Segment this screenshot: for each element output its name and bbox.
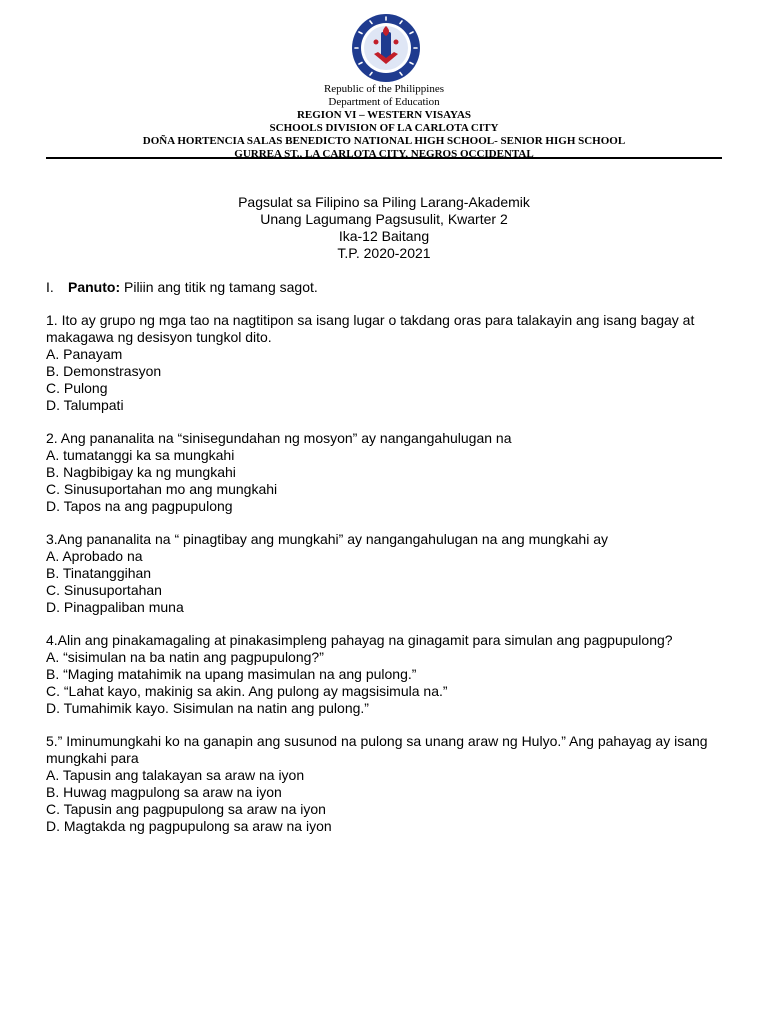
question-stem: 4.Alin ang pinakamagaling at pinakasimpleng pahayag na ginagamit para simulan ang pagpupulong? bbox=[46, 632, 673, 648]
letterhead-divider bbox=[46, 157, 722, 159]
letterhead-region: REGION VI – WESTERN VISAYAS bbox=[296, 109, 472, 121]
letterhead-address: GURREA ST., LA CARLOTA CITY, NEGROS OCCIDENTAL bbox=[234, 148, 534, 160]
question-stem: 3.Ang pananalita na “ pinagtibay ang mungkahi” ay nangangahulugan na ang mungkahi ay bbox=[46, 531, 608, 547]
choice-d: D. Pinagpaliban muna bbox=[46, 599, 184, 615]
question-1 bbox=[46, 312, 736, 414]
choice-d: D. Magtakda ng pagpupulong sa araw na iyon bbox=[46, 818, 332, 834]
letterhead bbox=[0, 83, 768, 161]
choice-c: C. Sinusuportahan bbox=[46, 582, 162, 598]
exam-subject: Pagsulat sa Filipino sa Piling Larang-Akademik bbox=[238, 194, 530, 210]
choice-b: B. Huwag magpulong sa araw na iyon bbox=[46, 784, 282, 800]
instructions bbox=[46, 279, 736, 296]
exam-body bbox=[46, 279, 736, 851]
choice-b: B. Tinatanggihan bbox=[46, 565, 152, 581]
instructions-label: Panuto: bbox=[68, 279, 121, 295]
exam-grade: Ika-12 Baitang bbox=[338, 228, 430, 244]
choice-b: B. Nagbibigay ka ng mungkahi bbox=[46, 464, 236, 480]
choice-c: C. “Lahat kayo, makinig sa akin. Ang pulong ay magsisimula na.” bbox=[46, 683, 448, 699]
choice-d: D. Talumpati bbox=[46, 397, 124, 413]
question-stem: 5.” Iminumungkahi ko na ganapin ang susunod na pulong sa unang araw ng Hulyo.” Ang pahayag ay isang mungkahi para bbox=[46, 733, 708, 766]
deped-seal-icon bbox=[350, 12, 422, 84]
choice-c: C. Pulong bbox=[46, 380, 108, 396]
choice-a: A. Panayam bbox=[46, 346, 123, 362]
question-5 bbox=[46, 733, 736, 835]
exam-name: Unang Lagumang Pagsusulit, Kwarter 2 bbox=[260, 211, 508, 227]
letterhead-department: Department of Education bbox=[328, 96, 440, 108]
instructions-number: I. bbox=[46, 279, 54, 295]
deped-seal bbox=[350, 12, 422, 84]
choice-c: C. Tapusin ang pagpupulong sa araw na iyon bbox=[46, 801, 326, 817]
choice-a: A. Tapusin ang talakayan sa araw na iyon bbox=[46, 767, 305, 783]
choice-d: D. Tumahimik kayo. Sisimulan na natin ang pulong.” bbox=[46, 700, 369, 716]
choice-b: B. Demonstrasyon bbox=[46, 363, 162, 379]
choice-a: A. Aprobado na bbox=[46, 548, 143, 564]
choice-b: B. “Maging matahimik na upang masimulan na ang pulong.” bbox=[46, 666, 417, 682]
question-stem: 2. Ang pananalita na “sinisegundahan ng mosyon” ay nangangahulugan na bbox=[46, 430, 512, 446]
question-stem: 1. Ito ay grupo ng mga tao na nagtitipon sa isang lugar o takdang oras para talakayin ang isang bagay at makagawa ng desisyon tungkol dito. bbox=[46, 312, 695, 345]
letterhead-division: SCHOOLS DIVISION OF LA CARLOTA CITY bbox=[269, 122, 499, 134]
choice-c: C. Sinusuportahan mo ang mungkahi bbox=[46, 481, 278, 497]
exam-title-block bbox=[0, 194, 768, 262]
instructions-text: Piliin ang titik ng tamang sagot. bbox=[120, 279, 318, 295]
exam-school-year: T.P. 2020-2021 bbox=[337, 245, 431, 261]
choice-a: A. “sisimulan na ba natin ang pagpupulong?” bbox=[46, 649, 324, 665]
letterhead-school: DOÑA HORTENCIA SALAS BENEDICTO NATIONAL HIGH SCHOOL- SENIOR HIGH SCHOOL bbox=[142, 135, 626, 147]
choice-a: A. tumatanggi ka sa mungkahi bbox=[46, 447, 235, 463]
question-2 bbox=[46, 430, 736, 515]
letterhead-country: Republic of the Philippines bbox=[323, 83, 445, 95]
question-4 bbox=[46, 632, 736, 717]
question-3 bbox=[46, 531, 736, 616]
choice-d: D. Tapos na ang pagpupulong bbox=[46, 498, 233, 514]
